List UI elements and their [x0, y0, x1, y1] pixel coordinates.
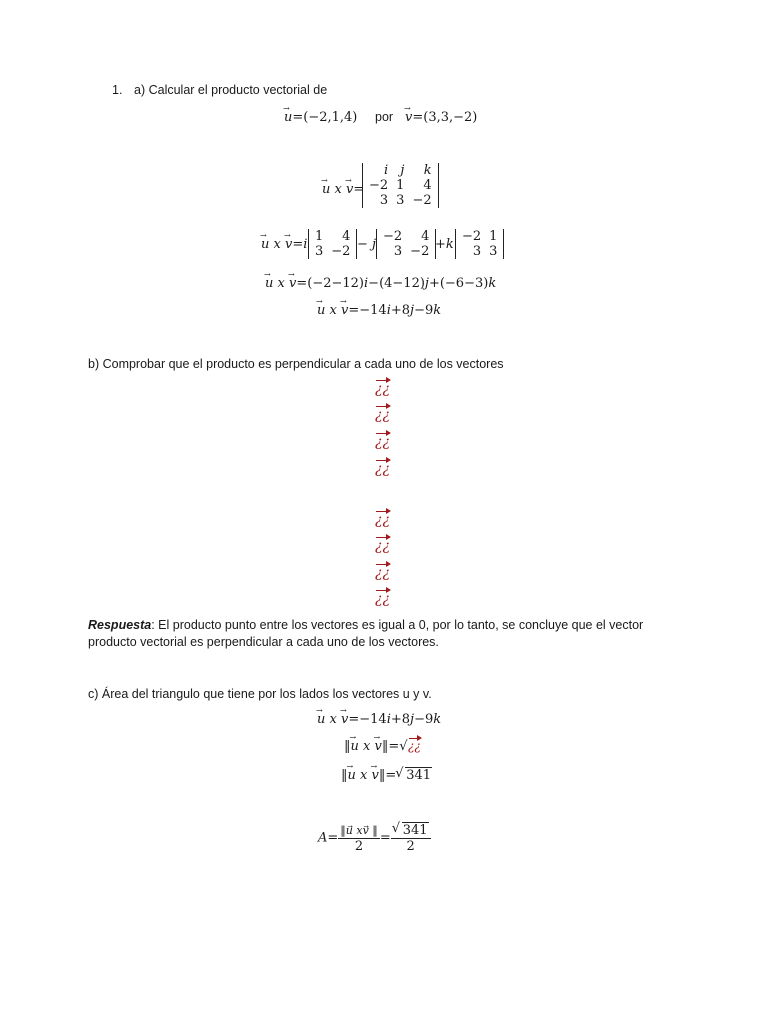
part-a-heading: a) Calcular el producto vectorial de: [134, 83, 328, 97]
cross-lhs: → u x → v=: [322, 182, 364, 197]
area-equals: =: [379, 830, 391, 846]
determinant-3x3: [362, 163, 439, 208]
render-error-8: ¿¿: [375, 591, 391, 607]
det3-cell: −2: [369, 178, 389, 193]
norm-render-error: ¿¿: [408, 739, 421, 753]
norm-line-1: ‖→ u x → v‖=√: [344, 739, 408, 754]
det3-cell: 3: [379, 193, 389, 208]
u-definition: → u=(−2,1,4): [284, 110, 357, 125]
plus-k: +k: [435, 237, 454, 252]
det3-cell: i: [384, 163, 389, 178]
area-numerator-2: √ 341: [391, 822, 431, 839]
render-error-3: ¿¿: [375, 434, 391, 450]
det3-cell: 4: [423, 178, 432, 193]
area-formula: A= $\frac{‖u⃗ xv⃗ ‖}{2}$ = √ $\frac{341}{2}$: [318, 822, 431, 854]
area-numerator-1: ‖u⃗ xv⃗ ‖: [340, 823, 378, 837]
det3-cell: −2: [412, 193, 432, 208]
norm-line-2: ‖→ u x → v‖=√ 341: [341, 767, 432, 783]
minus-j: − j: [357, 237, 377, 252]
det3-cell: 1: [396, 178, 405, 193]
v-definition: → v=(3,3,−2): [405, 110, 477, 125]
expansion-line: → u x → v=(−2−12)i−(4−12)j+(−6−3)k: [265, 276, 496, 291]
det3-cell: 3: [396, 193, 405, 208]
minor1-cell: 3: [315, 244, 324, 259]
minor3-cell: −2: [462, 229, 482, 244]
minor-2: [376, 229, 436, 259]
area-denominator-2: 2: [406, 839, 415, 854]
part-c-cross: → u x → v=−14i+8j−9k: [317, 712, 441, 727]
result-line: → u x → v=−14i+8j−9k: [317, 303, 441, 318]
minor1-cell: 1: [315, 229, 324, 244]
area-denominator-1: 2: [354, 838, 364, 854]
minor2-cell: 3: [393, 244, 403, 259]
minor1-cell: −2: [331, 244, 351, 259]
expansion-lhs: → u x → v=i: [261, 237, 307, 252]
render-error-1: ¿¿: [375, 381, 391, 397]
minor2-cell: −2: [410, 244, 430, 259]
render-error-2: ¿¿: [375, 407, 391, 423]
item-number: 1.: [112, 83, 123, 97]
minor3-cell: 3: [472, 244, 482, 259]
answer-paragraph-2: producto vectorial es perpendicular a cada uno de los vectores.: [88, 635, 439, 649]
minor1-cell: 4: [342, 229, 351, 244]
minor2-cell: −2: [383, 229, 403, 244]
area-fraction-1: [338, 823, 380, 854]
radicand: 341: [406, 768, 432, 783]
minor-3: [455, 229, 504, 259]
render-error-4: ¿¿: [375, 461, 391, 477]
minor2-cell: 4: [421, 229, 430, 244]
por-label: por: [375, 110, 394, 124]
det3-cell: k: [423, 163, 432, 178]
det3-cell: j: [400, 163, 405, 178]
area-lhs: A: [318, 830, 328, 846]
answer-label: Respuesta: [88, 618, 152, 632]
minor3-cell: 3: [489, 244, 498, 259]
part-c-heading: c) Área del triangulo que tiene por los lados los vectores u y v.: [88, 687, 432, 701]
minor-1: [308, 229, 357, 259]
area-fraction-2: [391, 822, 431, 854]
minor3-cell: 1: [489, 229, 498, 244]
render-error-7: ¿¿: [375, 565, 391, 581]
render-error-6: ¿¿: [375, 538, 391, 554]
answer-paragraph-1: [88, 617, 643, 634]
answer-text-1: : El producto punto entre los vectores es igual a 0, por lo tanto, se concluye que el vector: [151, 618, 644, 632]
render-error-5: ¿¿: [375, 512, 391, 528]
part-b-heading: b) Comprobar que el producto es perpendicular a cada uno de los vectores: [88, 357, 504, 371]
